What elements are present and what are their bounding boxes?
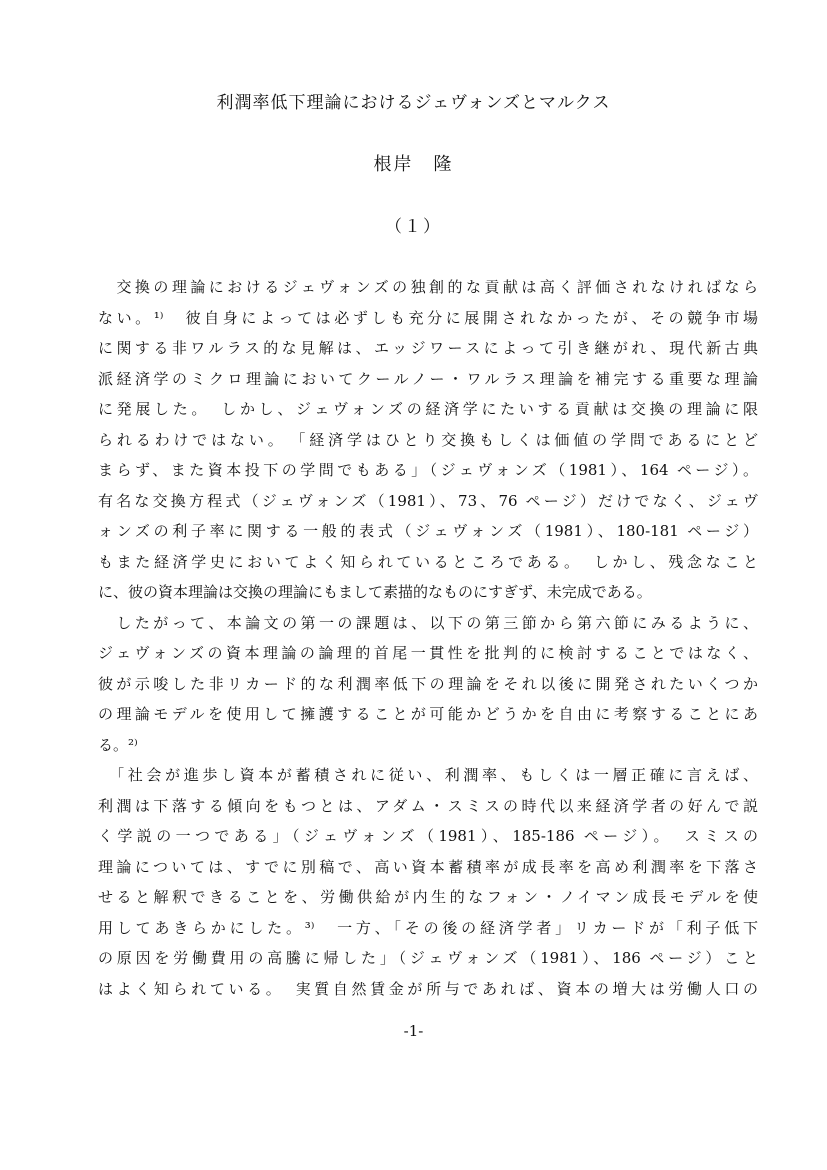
text-line: く学説の一つである」（ジェヴォンズ（1981）、185-186 ページ）。 スミスの <box>98 827 758 845</box>
text-line: 交換の理論におけるジェヴォンズの独創的な貢献は高く評価されなければなら <box>98 278 758 296</box>
paragraph <box>98 608 758 761</box>
text-line: 「社会が進歩し資本が蓄積されに従い、利潤率、もしくは一層正確に言えば、 <box>98 766 758 784</box>
text-line: はよく知られている。 実質自然賃金が所与であれば、資本の増大は労働人口の <box>98 979 758 998</box>
text-line: ォンズの利子率に関する一般的表式（ジェヴォンズ（1981）、180-181 ページ） <box>98 522 758 540</box>
text-line: の原因を労働費用の高騰に帰した」（ジェヴォンズ（1981）、186 ページ）こと <box>98 949 758 967</box>
text-line: したがって、本論文の第一の課題は、以下の第三節から第六節にみるように、 <box>98 613 758 632</box>
text-line: に関する非ワルラス的な見解は、エッジワースによって引き継がれ、現代新古典 <box>98 339 758 357</box>
text-line: 利潤は下落する傾向をもつとは、アダム・スミスの時代以来経済学者の好んで説 <box>98 796 758 815</box>
text-line: 派経済学のミクロ理論においてクールノー・ワルラス理論を補完する重要な理論 <box>98 369 758 388</box>
text-line: 用してあきらかにした。³⁾ 一方、「その後の経済学者」リカードが「利子低下 <box>98 918 758 937</box>
page-number: -1- <box>403 1022 424 1040</box>
text-line: の理論モデルを使用して擁護することが可能かどうかを自由に考察することにあ <box>98 705 758 723</box>
text-line: 彼が示唆した非リカード的な利潤率低下の理論をそれ以後に開発されたいくつか <box>98 674 758 693</box>
body-text <box>98 272 758 1004</box>
text-line: まらず、また資本投下の学問でもある」（ジェヴォンズ（1981）、164 ページ）。 <box>98 461 758 479</box>
text-line: に、彼の資本理論は交換の理論にもまして素描的なものにすぎず、未完成である。 <box>98 583 652 601</box>
paragraph <box>98 272 758 608</box>
text-line: ない。¹⁾ 彼自身によっては必ずしも充分に展開されなかったが、その競争市場 <box>98 308 758 327</box>
text-line: せると解釈できることを、労働供給が内生的なフォン・ノイマン成長モデルを使 <box>98 888 758 906</box>
section-heading: （１） <box>385 217 442 237</box>
document-title: 利潤率低下理論におけるジェヴォンズとマルクス <box>216 93 611 113</box>
paragraph <box>98 760 758 1004</box>
text-line: 理論については、すでに別稿で、高い資本蓄積率が成長率を高め利潤率を下落さ <box>98 857 758 876</box>
text-line: られるわけではない。 「経済学はひとり交換もしくは価値の学問であるにとど <box>98 430 758 449</box>
text-line: ジェヴォンズの資本理論の論理的首尾一貫性を批判的に検討することではなく、 <box>98 644 758 662</box>
text-line: に発展した。 しかし、ジェヴォンズの経済学にたいする貢献は交換の理論に限 <box>98 400 758 418</box>
text-line: る。²⁾ <box>98 735 138 754</box>
text-line: 有名な交換方程式（ジェヴォンズ（1981）、73、76 ページ）だけでなく、ジェヴ <box>98 491 758 510</box>
text-line: もまた経済学史においてよく知られているところである。 しかし、残念なこと <box>98 552 758 571</box>
author-name: 根岸 隆 <box>373 154 454 175</box>
